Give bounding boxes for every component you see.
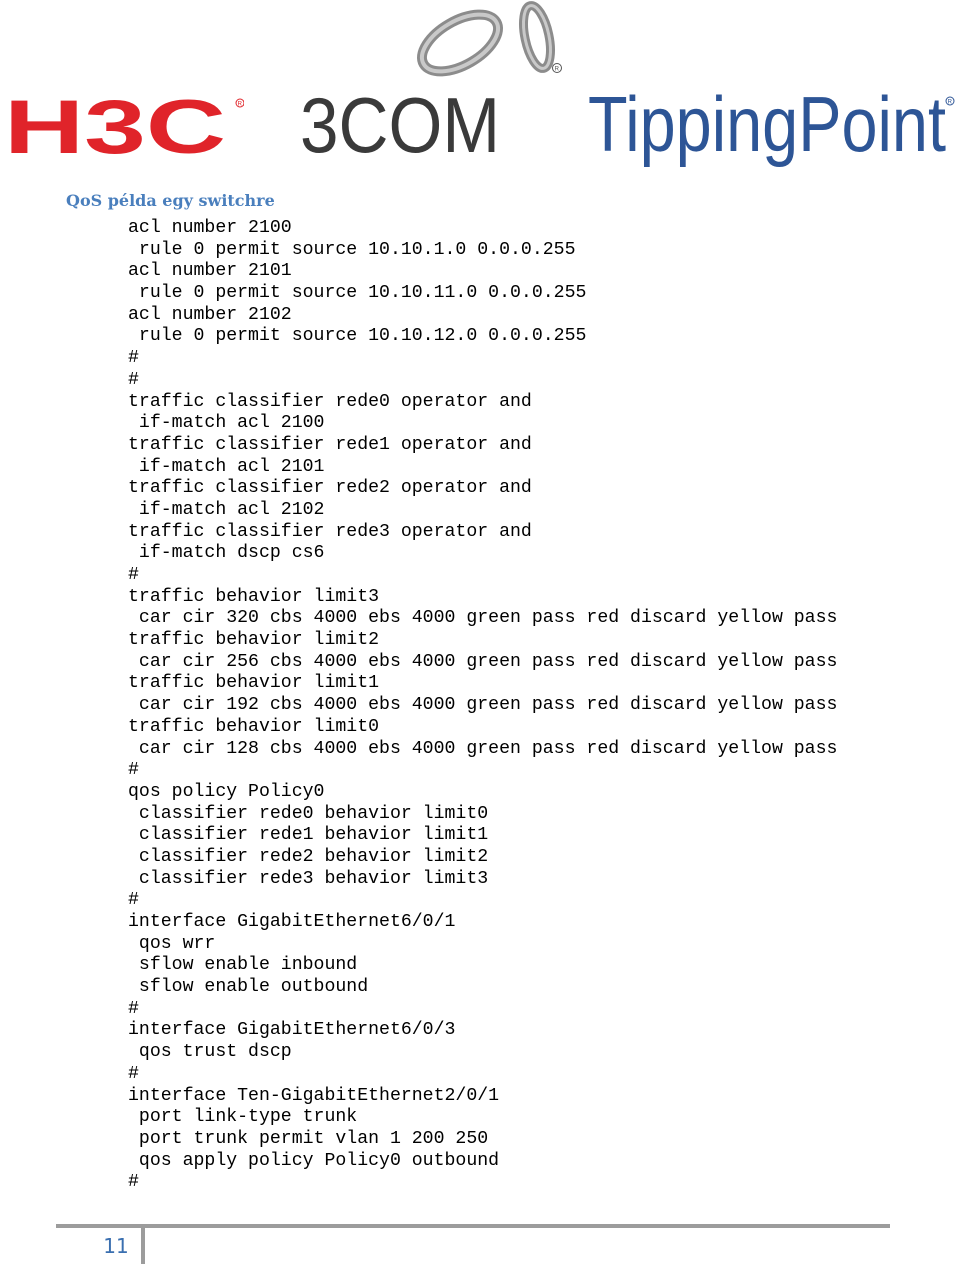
config-line: if-match acl 2102 xyxy=(128,499,325,520)
3com-rings-icon xyxy=(413,3,562,83)
config-line: acl number 2102 xyxy=(128,304,292,325)
config-line: car cir 192 cbs 4000 ebs 4000 green pass red discard yellow pass xyxy=(128,695,838,716)
config-line: # xyxy=(128,348,139,369)
config-line: qos policy Policy0 xyxy=(128,781,325,802)
footer-rule xyxy=(56,1224,890,1228)
3com-logo xyxy=(300,0,570,160)
section-title: QoS példa egy switchre xyxy=(66,191,275,210)
config-line: classifier rede0 behavior limit0 xyxy=(128,803,489,824)
page-number: 11 xyxy=(103,1234,129,1258)
svg-text:R: R xyxy=(947,99,952,106)
config-line: car cir 128 cbs 4000 ebs 4000 green pass red discard yellow pass xyxy=(128,738,838,759)
config-line: interface GigabitEthernet6/0/1 xyxy=(128,912,456,932)
config-line: traffic classifier rede2 operator and xyxy=(128,478,532,499)
config-line: # xyxy=(128,890,139,911)
config-line: port trunk permit vlan 1 200 250 xyxy=(128,1128,489,1149)
config-line: if-match dscp cs6 xyxy=(128,543,325,564)
config-line: car cir 320 cbs 4000 ebs 4000 green pass red discard yellow pass xyxy=(128,608,838,629)
config-line: rule 0 permit source 10.10.12.0 0.0.0.255 xyxy=(128,326,587,347)
config-line: traffic classifier rede0 operator and xyxy=(128,391,532,412)
h3c-logo xyxy=(4,95,244,157)
h3c-logo-text: H3C xyxy=(4,95,226,157)
config-line: if-match acl 2100 xyxy=(128,413,325,434)
config-line: rule 0 permit source 10.10.1.0 0.0.0.255 xyxy=(128,239,576,260)
config-line: qos trust dscp xyxy=(128,1042,292,1063)
config-line: traffic classifier rede3 operator and xyxy=(128,521,532,542)
config-line: interface Ten-GigabitEthernet2/0/1 xyxy=(128,1085,500,1106)
config-line: sflow enable outbound xyxy=(128,977,369,998)
config-line: if-match acl 2101 xyxy=(128,456,325,477)
config-line: car cir 256 cbs 4000 ebs 4000 green pass red discard yellow pass xyxy=(128,651,838,672)
config-line: # xyxy=(128,1172,139,1193)
config-line: # xyxy=(128,760,139,781)
svg-text:R: R xyxy=(554,66,559,73)
3com-logo-text: 3COM xyxy=(300,81,500,160)
config-line: acl number 2101 xyxy=(128,261,292,282)
svg-text:R: R xyxy=(237,101,242,108)
config-line: # xyxy=(128,998,139,1019)
config-line: traffic behavior limit0 xyxy=(128,716,380,737)
tippingpoint-logo xyxy=(588,85,956,175)
config-line: # xyxy=(128,369,139,390)
config-listing xyxy=(128,218,837,1194)
config-line: acl number 2100 xyxy=(128,218,292,238)
page-number-divider xyxy=(141,1228,145,1264)
config-line: classifier rede1 behavior limit1 xyxy=(128,825,489,846)
config-line: interface GigabitEthernet6/0/3 xyxy=(128,1020,456,1041)
config-line: rule 0 permit source 10.10.11.0 0.0.0.255 xyxy=(128,283,587,304)
config-line: traffic behavior limit1 xyxy=(128,673,380,694)
config-line: qos wrr xyxy=(128,933,216,954)
config-line: # xyxy=(128,1063,139,1084)
tippingpoint-logo-text: TippingPoint xyxy=(588,85,947,168)
config-line: traffic behavior limit3 xyxy=(128,586,380,607)
config-line: sflow enable inbound xyxy=(128,955,358,976)
config-line: # xyxy=(128,565,139,585)
config-line: qos apply policy Policy0 outbound xyxy=(128,1150,500,1171)
config-line: classifier rede2 behavior limit2 xyxy=(128,846,489,867)
config-line: traffic behavior limit2 xyxy=(128,630,380,651)
config-line: port link-type trunk xyxy=(128,1107,358,1128)
config-line: classifier rede3 behavior limit3 xyxy=(128,868,489,889)
logo-header xyxy=(0,0,960,175)
config-line: traffic classifier rede1 operator and xyxy=(128,434,532,455)
